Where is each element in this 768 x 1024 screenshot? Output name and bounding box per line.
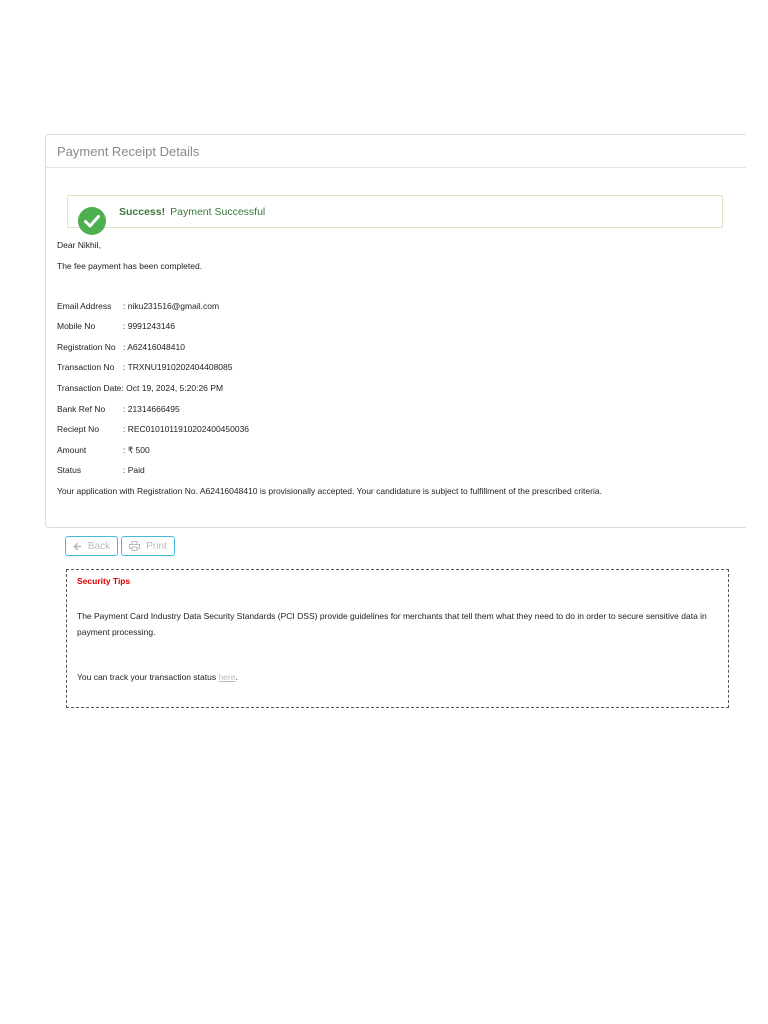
detail-transaction-date xyxy=(57,383,223,393)
alert-message xyxy=(119,206,265,218)
detail-email xyxy=(57,301,219,311)
detail-value: : 9991243146 xyxy=(123,321,175,331)
detail-transaction-no xyxy=(57,362,232,372)
track-status-text xyxy=(77,672,238,682)
detail-receipt-no xyxy=(57,424,249,434)
detail-amount xyxy=(57,445,150,456)
detail-label: Email Address xyxy=(57,301,112,311)
intro-text: The fee payment has been completed. xyxy=(57,261,203,271)
detail-status xyxy=(57,465,145,475)
greeting: Dear Nikhil, xyxy=(57,240,101,250)
printer-icon xyxy=(129,541,140,551)
detail-registration xyxy=(57,342,185,352)
security-tips-title: Security Tips xyxy=(77,576,131,586)
detail-label: Mobile No xyxy=(57,321,96,331)
detail-value: : niku231516@gmail.com xyxy=(123,301,220,311)
alert-strong: Success! xyxy=(119,206,166,218)
security-tips-text: The Payment Card Industry Data Security Standards (PCI DSS) provide guidelines for merchants that tell them what they need to do in order to secure sensitive data in payment processing. xyxy=(77,611,707,637)
detail-value: : ₹ 500 xyxy=(123,445,150,455)
detail-label: Transaction No xyxy=(57,362,115,372)
detail-label: Bank Ref No xyxy=(57,404,106,414)
detail-label: Transaction Date: xyxy=(57,383,124,393)
detail-label: Status xyxy=(57,465,82,475)
detail-value: Oct 19, 2024, 5:20:26 PM xyxy=(126,383,224,393)
check-circle-icon xyxy=(78,207,106,235)
detail-label: Registration No xyxy=(57,342,116,352)
back-label: Back xyxy=(87,540,111,552)
print-label: Print xyxy=(146,540,167,552)
detail-value: : REC0101011910202400450036 xyxy=(123,424,250,434)
track-status-link[interactable]: here xyxy=(218,672,236,682)
print-button[interactable] xyxy=(121,536,175,556)
detail-value: : Paid xyxy=(123,465,145,475)
detail-value: : TRXNU1910202404408085 xyxy=(123,362,233,372)
detail-bank-ref xyxy=(57,404,180,414)
security-tips-box xyxy=(66,569,729,708)
detail-mobile xyxy=(57,321,175,331)
detail-label: Amount xyxy=(57,445,87,455)
acceptance-note: Your application with Registration No. A62416048410 is provisionally accepted. Your candidature is subject to fulfillment of the prescribed criteria. xyxy=(57,486,602,496)
track-prefix: You can track your transaction status xyxy=(77,672,217,682)
receipt-panel xyxy=(45,134,746,528)
detail-value: : 21314666495 xyxy=(123,404,180,414)
back-button[interactable] xyxy=(65,536,118,556)
track-suffix: . xyxy=(235,672,238,682)
arrow-left-icon xyxy=(73,542,82,551)
detail-value: : A62416048410 xyxy=(123,342,185,352)
panel-title: Payment Receipt Details xyxy=(46,135,746,168)
detail-label: Reciept No xyxy=(57,424,100,434)
alert-text: Payment Successful xyxy=(170,206,266,218)
success-alert xyxy=(67,195,723,228)
